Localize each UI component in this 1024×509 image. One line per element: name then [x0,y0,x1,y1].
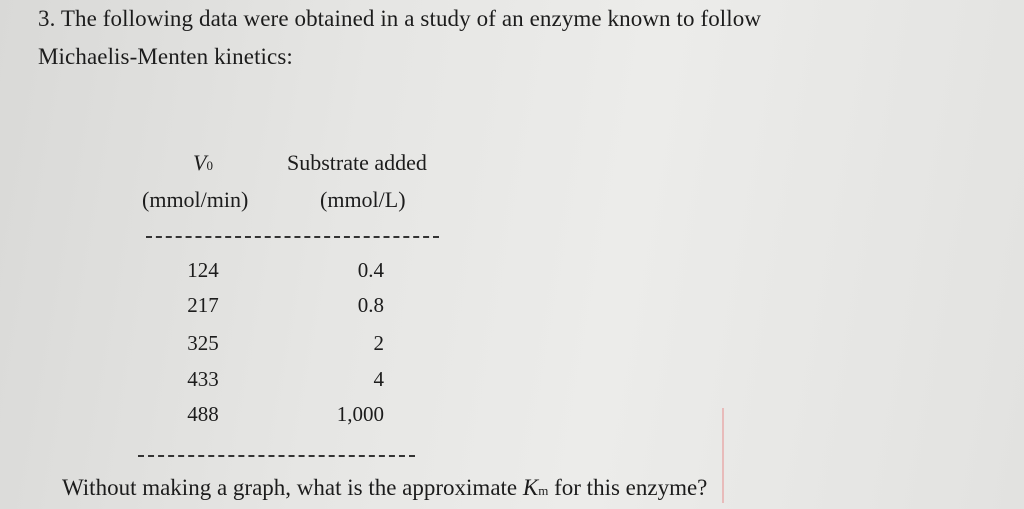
v0-subscript: 0 [206,158,213,173]
table-cell-substrate: 1,000 [336,402,384,426]
column-header-v0 [193,150,213,176]
km-symbol: K [522,475,539,500]
v0-symbol: V [193,150,207,175]
table-cell-substrate: 2 [373,331,384,355]
table-cell-substrate: 0.4 [357,258,384,282]
table-cell-v0: 433 [187,367,219,391]
column-unit-v0: (mmol/min) [142,187,249,212]
question-text-line-2: Michaelis-Menten kinetics: [38,44,293,69]
question-text-line-1: 3. The following data were obtained in a study of an enzyme known to follow [38,6,762,31]
column-header-substrate: Substrate added [287,150,427,175]
table-cell-v0: 325 [187,331,219,355]
table-cell-v0: 124 [187,258,219,282]
table-cell-v0: 488 [187,402,219,426]
final-question-prefix: Without making a graph, what is the approximate [62,475,523,500]
final-question [62,475,707,501]
table-bottom-rule [138,455,415,457]
table-cell-substrate: 4 [373,367,384,391]
table-cell-v0: 217 [187,293,219,317]
table-top-rule [146,236,439,238]
pen-mark [722,408,724,503]
km-subscript: m [538,483,549,498]
column-unit-substrate: (mmol/L) [320,187,406,212]
table-cell-substrate: 0.8 [357,293,384,317]
final-question-suffix: for this enzyme? [548,475,708,500]
